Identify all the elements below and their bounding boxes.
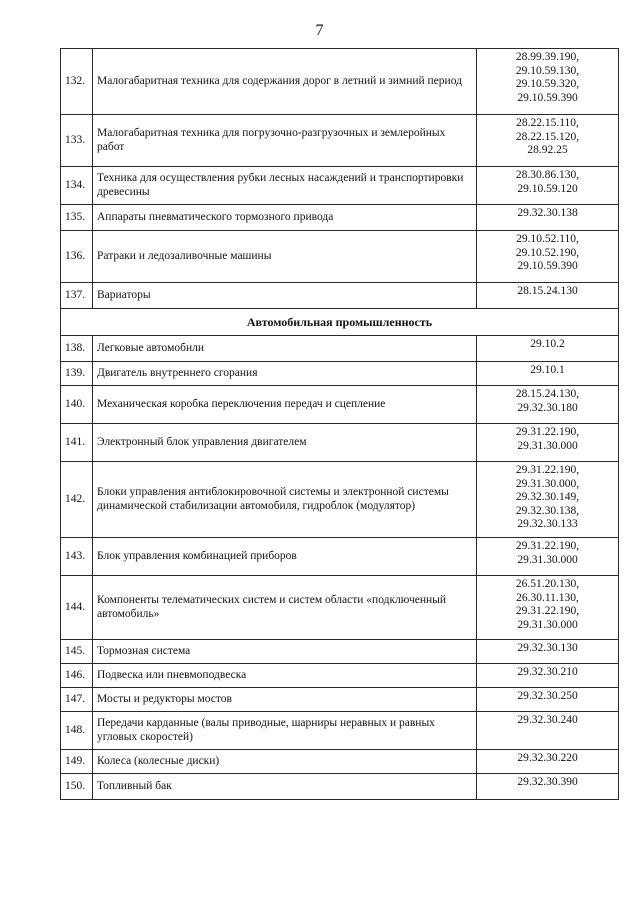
- row-number: 143.: [61, 538, 93, 576]
- row-name: Тормозная система: [93, 640, 477, 664]
- row-number: 134.: [61, 167, 93, 205]
- row-number: 145.: [61, 640, 93, 664]
- row-name: Механическая коробка переключения передач и сцепление: [93, 386, 477, 424]
- row-name: Ратраки и ледозаливочные машины: [93, 231, 477, 283]
- okpd-code: 29.31.22.190,: [515, 540, 580, 552]
- row-name: Легковые автомобили: [93, 336, 477, 362]
- row-number: 136.: [61, 231, 93, 283]
- okpd-code: 29.10.59.120: [517, 182, 578, 195]
- okpd-code: 29.31.30.000: [517, 618, 578, 631]
- table-row: [61, 688, 619, 712]
- row-name: Топливный бак: [93, 774, 477, 800]
- row-codes: [477, 712, 619, 750]
- okpd-code: 28.99.39.190,: [515, 51, 580, 63]
- row-number: 138.: [61, 336, 93, 362]
- okpd-code: 29.10.59.390: [517, 260, 578, 273]
- okpd-code: 29.32.30.133: [517, 518, 578, 531]
- row-name: Двигатель внутреннего сгорания: [93, 362, 477, 386]
- okpd-code: 29.10.1: [530, 364, 565, 376]
- row-number: 148.: [61, 712, 93, 750]
- section-title: Автомобильная промышленность: [61, 309, 619, 336]
- section-body: [61, 309, 619, 336]
- row-codes: [477, 424, 619, 462]
- row-codes: [477, 205, 619, 231]
- row-name: Малогабаритная техника для погрузочно-разгрузочных и землеройных работ: [93, 115, 477, 167]
- okpd-code: 29.10.59.130,: [515, 64, 580, 77]
- row-number: 133.: [61, 115, 93, 167]
- okpd-code: 29.31.30.000: [517, 439, 578, 452]
- row-codes: [477, 336, 619, 362]
- row-name: Компоненты телематических систем и систем области «подключенный автомобиль»: [93, 576, 477, 640]
- row-codes: [477, 664, 619, 688]
- row-codes: [477, 115, 619, 167]
- table-row: [61, 362, 619, 386]
- row-number: 147.: [61, 688, 93, 712]
- okpd-code: 29.31.22.190,: [515, 426, 580, 438]
- table-row: [61, 774, 619, 800]
- row-name: Аппараты пневматического тормозного привода: [93, 205, 477, 231]
- table-row: [61, 115, 619, 167]
- row-number: 146.: [61, 664, 93, 688]
- okpd-code: 28.15.24.130: [517, 285, 578, 297]
- okpd-code: 26.51.20.130,: [515, 578, 580, 590]
- row-number: 144.: [61, 576, 93, 640]
- table-row: [61, 424, 619, 462]
- row-codes: [477, 231, 619, 283]
- okpd-code: 29.10.59.320,: [515, 78, 580, 91]
- row-codes: [477, 774, 619, 800]
- table-row: [61, 167, 619, 205]
- okpd-code: 28.92.25: [527, 144, 568, 157]
- okpd-code: 29.31.30.000: [517, 553, 578, 566]
- table-row: [61, 750, 619, 774]
- row-number: 142.: [61, 462, 93, 538]
- okpd-code: 26.30.11.130,: [516, 591, 579, 604]
- row-name: Электронный блок управления двигателем: [93, 424, 477, 462]
- okpd-code: 29.32.30.138,: [515, 504, 580, 517]
- row-name: Вариаторы: [93, 283, 477, 309]
- okpd-code: 29.32.30.390: [517, 776, 578, 788]
- okpd-code: 29.32.30.149,: [515, 491, 580, 504]
- row-number: 150.: [61, 774, 93, 800]
- table-row: [61, 462, 619, 538]
- row-number: 149.: [61, 750, 93, 774]
- okpd-code: 29.32.30.220: [517, 752, 578, 764]
- table-row: [61, 576, 619, 640]
- table-row: [61, 231, 619, 283]
- row-number: 141.: [61, 424, 93, 462]
- okpd-code: 29.31.30.000,: [515, 477, 580, 490]
- okpd-code: 29.32.30.210: [517, 666, 578, 678]
- okpd-code: 29.31.22.190,: [515, 464, 580, 476]
- row-name: Малогабаритная техника для содержания дорог в летний и зимний период: [93, 49, 477, 115]
- table-row: [61, 386, 619, 424]
- okpd-code: 29.10.52.110,: [516, 233, 579, 245]
- row-codes: [477, 462, 619, 538]
- row-codes: [477, 688, 619, 712]
- table-row: [61, 664, 619, 688]
- okpd-code: 28.30.86.130,: [515, 169, 580, 181]
- okpd-code: 29.10.59.390: [517, 91, 578, 104]
- table-row: [61, 712, 619, 750]
- row-codes: [477, 167, 619, 205]
- codes-table: [60, 48, 619, 800]
- table-row: [61, 205, 619, 231]
- row-number: 140.: [61, 386, 93, 424]
- okpd-code: 29.32.30.240: [517, 714, 578, 726]
- row-number: 135.: [61, 205, 93, 231]
- row-codes: [477, 49, 619, 115]
- row-codes: [477, 640, 619, 664]
- okpd-code: 29.32.30.180: [517, 401, 578, 414]
- table-row: [61, 49, 619, 115]
- okpd-code: 28.22.15.110,: [516, 117, 579, 129]
- okpd-code: 28.15.24.130,: [515, 388, 580, 400]
- row-codes: [477, 386, 619, 424]
- okpd-code: 29.10.52.190,: [515, 246, 580, 259]
- row-number: 137.: [61, 283, 93, 309]
- okpd-code: 29.31.22.190,: [515, 605, 580, 618]
- okpd-code: 29.32.30.130: [517, 642, 578, 654]
- okpd-code: 29.32.30.250: [517, 690, 578, 702]
- page-number: 7: [315, 22, 324, 39]
- table-row: [61, 640, 619, 664]
- table-body-after: [61, 336, 619, 800]
- row-name: Мосты и редукторы мостов: [93, 688, 477, 712]
- okpd-code: 29.32.30.138: [517, 207, 578, 219]
- row-codes: [477, 538, 619, 576]
- row-name: Блок управления комбинацией приборов: [93, 538, 477, 576]
- section-row: [61, 309, 619, 336]
- row-number: 139.: [61, 362, 93, 386]
- row-name: Колеса (колесные диски): [93, 750, 477, 774]
- row-codes: [477, 362, 619, 386]
- row-codes: [477, 576, 619, 640]
- table-body-before: [61, 49, 619, 309]
- row-name: Блоки управления антиблокировочной системы и электронной системы динамической стабилизации автомобиля, гидроблок (модулятор): [93, 462, 477, 538]
- row-name: Передачи карданные (валы приводные, шарниры неравных и равных угловых скоростей): [93, 712, 477, 750]
- row-name: Техника для осуществления рубки лесных насаждений и транспортировки древесины: [93, 167, 477, 205]
- row-name: Подвеска или пневмоподвеска: [93, 664, 477, 688]
- row-number: 132.: [61, 49, 93, 115]
- table-row: [61, 538, 619, 576]
- row-codes: [477, 750, 619, 774]
- table-row: [61, 336, 619, 362]
- table-row: [61, 283, 619, 309]
- row-codes: [477, 283, 619, 309]
- okpd-code: 29.10.2: [530, 338, 565, 350]
- okpd-code: 28.22.15.120,: [515, 130, 580, 143]
